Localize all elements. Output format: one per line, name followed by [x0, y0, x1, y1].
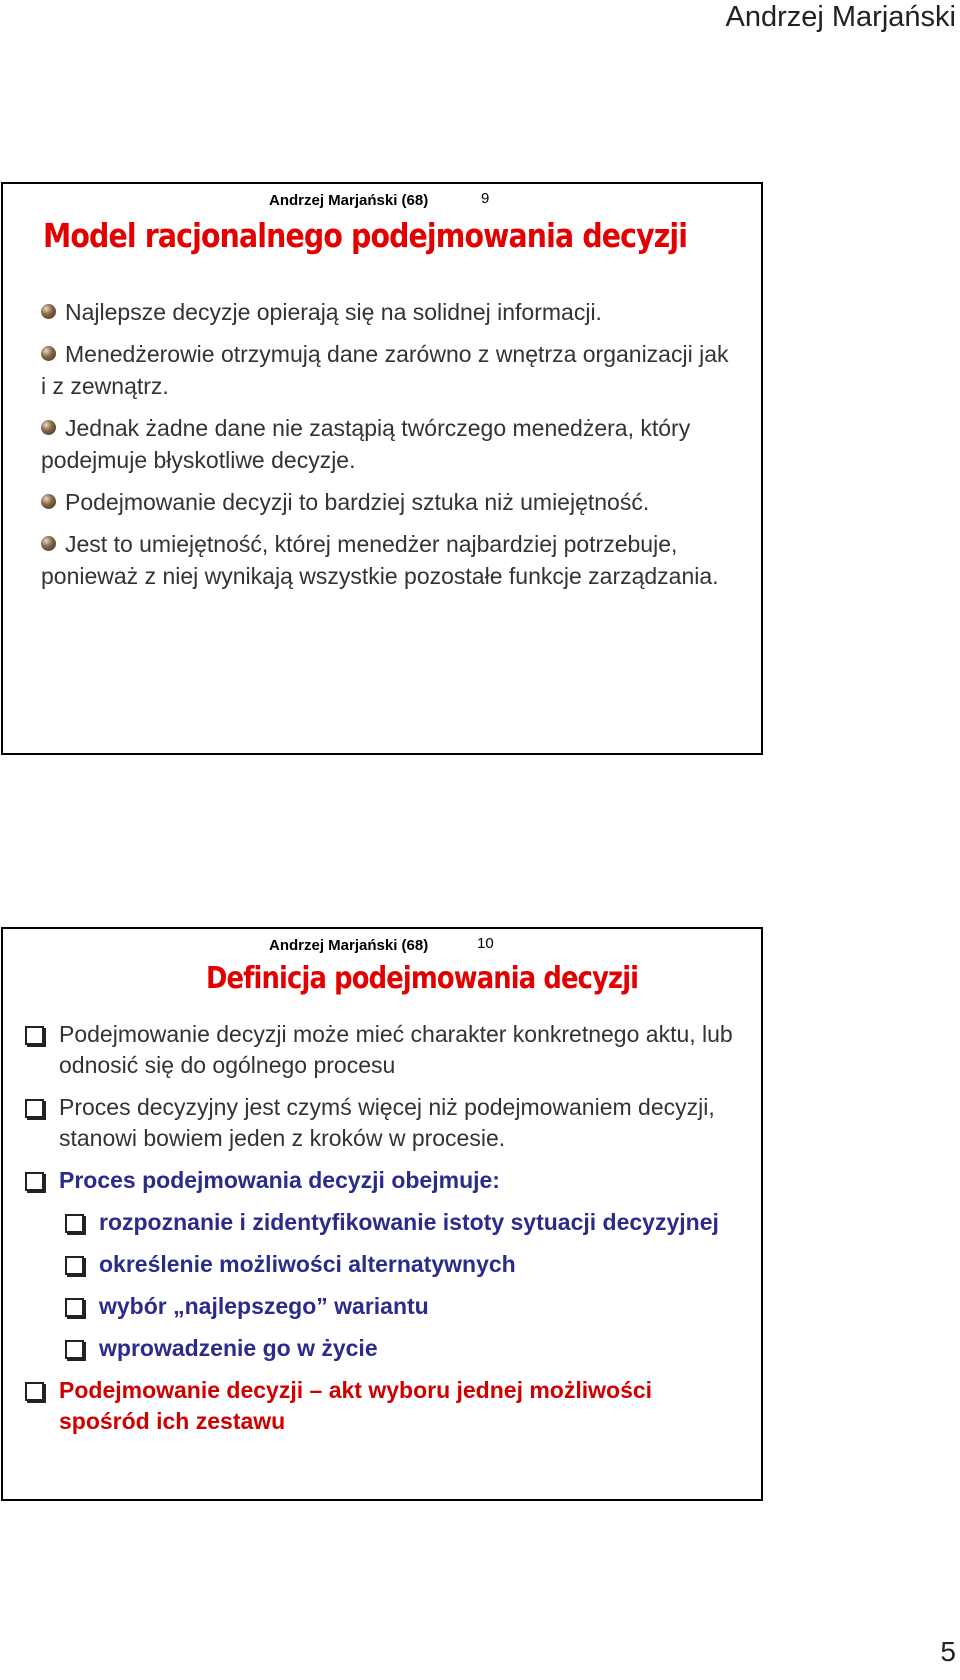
- list-item: Podejmowanie decyzji – akt wyboru jednej możliwości spośród ich zestawu: [21, 1375, 741, 1437]
- bullet-ball-icon: [41, 420, 56, 435]
- slide-number: 9: [481, 190, 490, 207]
- list-item: Proces podejmowania decyzji obejmuje:: [21, 1165, 741, 1196]
- slide-title: Definicja podejmowania decyzji: [206, 961, 639, 996]
- slide-9: [1, 182, 763, 755]
- list-item: określenie możliwości alternatywnych: [61, 1249, 741, 1280]
- checkbox-bullet-list: [21, 1019, 741, 1448]
- list-item: Proces decyzyjny jest czymś więcej niż podejmowaniem decyzji, stanowi bowiem jeden z kroków w procesie.: [21, 1092, 741, 1154]
- page-number: 5: [940, 1636, 956, 1667]
- checkbox-icon: [65, 1340, 84, 1359]
- slide-author: Andrzej Marjański (68): [269, 192, 429, 209]
- slide-title: Model racjonalnego podejmowania decyzji: [43, 216, 688, 255]
- list-item: rozpoznanie i zidentyfikowanie istoty sytuacji decyzyjnej: [61, 1207, 741, 1238]
- slide-10: [1, 927, 763, 1501]
- list-item: Menedżerowie otrzymują dane zarówno z wnętrza organizacji jak i z zewnątrz.: [41, 341, 729, 399]
- bullet-ball-icon: [41, 304, 56, 319]
- list-item: Podejmowanie decyzji może mieć charakter konkretnego aktu, lub odnosić się do ogólnego procesu: [21, 1019, 741, 1081]
- list-item: Najlepsze decyzje opierają się na solidnej informacji.: [41, 296, 731, 328]
- checkbox-icon: [65, 1214, 84, 1233]
- bullet-ball-icon: [41, 346, 56, 361]
- checkbox-icon: [25, 1026, 44, 1045]
- checkbox-icon: [25, 1382, 44, 1401]
- list-item: Podejmowanie decyzji to bardziej sztuka niż umiejętność.: [41, 486, 731, 518]
- list-item: Jest to umiejętność, której menedżer najbardziej potrzebuje, ponieważ z niej wynikają wszystkie pozostałe funkcje zarządzania.: [41, 531, 719, 589]
- page-header-author: Andrzej Marjański: [725, 1, 956, 33]
- bullet-ball-icon: [41, 536, 56, 551]
- bullet-list: [41, 296, 731, 602]
- list-item: Jednak żadne dane nie zastąpią twórczego menedżera, który podejmuje błyskotliwe decyzje.: [41, 415, 691, 473]
- checkbox-icon: [25, 1172, 44, 1191]
- checkbox-icon: [65, 1298, 84, 1317]
- slide-number: 10: [477, 935, 494, 952]
- list-item: wprowadzenie go w życie: [61, 1333, 741, 1364]
- slide-author: Andrzej Marjański (68): [269, 937, 429, 954]
- checkbox-icon: [65, 1256, 84, 1275]
- list-item: wybór „najlepszego” wariantu: [61, 1291, 741, 1322]
- checkbox-icon: [25, 1099, 44, 1118]
- bullet-ball-icon: [41, 494, 56, 509]
